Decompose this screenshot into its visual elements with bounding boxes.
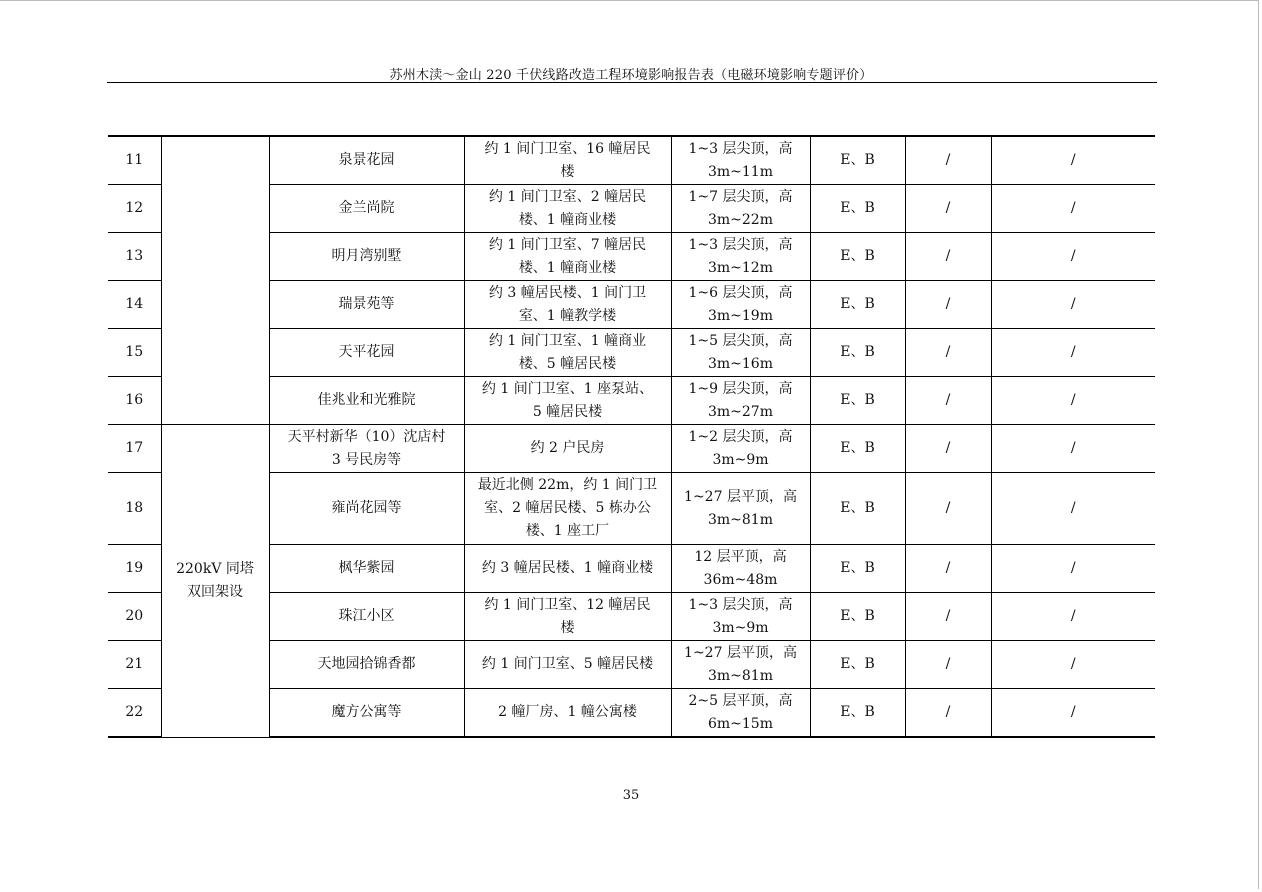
- col6-value: /: [905, 233, 991, 281]
- row-number: 19: [108, 545, 161, 593]
- floors-height: 1~3 层尖顶，高 3m~9m: [671, 593, 810, 641]
- col6-value: /: [905, 377, 991, 425]
- col7-value: /: [991, 136, 1155, 185]
- impact-factor: E、B: [810, 281, 905, 329]
- floors-height: 1~27 层平顶，高 3m~81m: [671, 473, 810, 545]
- building-description: 约 1 间门卫室、12 幢居民 楼: [464, 593, 671, 641]
- floors-height: 1~9 层尖顶，高 3m~27m: [671, 377, 810, 425]
- building-description: 约 1 间门卫室、2 幢居民 楼、1 幢商业楼: [464, 185, 671, 233]
- col6-value: /: [905, 593, 991, 641]
- building-description: 约 1 间门卫室、1 座泵站、 5 幢居民楼: [464, 377, 671, 425]
- target-name: 魔方公寓等: [269, 689, 464, 738]
- floors-height: 1~5 层尖顶，高 3m~16m: [671, 329, 810, 377]
- target-name: 雍尚花园等: [269, 473, 464, 545]
- building-description: 最近北侧 22m，约 1 间门卫 室、2 幢居民楼、5 栋办公 楼、1 座工厂: [464, 473, 671, 545]
- col6-value: /: [905, 185, 991, 233]
- building-description: 约 1 间门卫室、1 幢商业 楼、5 幢居民楼: [464, 329, 671, 377]
- col7-value: /: [991, 233, 1155, 281]
- impact-factor: E、B: [810, 545, 905, 593]
- col6-value: /: [905, 689, 991, 738]
- building-description: 约 1 间门卫室、5 幢居民楼: [464, 641, 671, 689]
- target-name: 天平花园: [269, 329, 464, 377]
- target-name: 佳兆业和光雅院: [269, 377, 464, 425]
- target-name: 天平村新华（10）沈店村 3 号民房等: [269, 425, 464, 473]
- impact-factor: E、B: [810, 185, 905, 233]
- building-description: 约 2 户民房: [464, 425, 671, 473]
- floors-height: 1~2 层尖顶，高 3m~9m: [671, 425, 810, 473]
- col6-value: /: [905, 136, 991, 185]
- col7-value: /: [991, 281, 1155, 329]
- floors-height: 1~6 层尖顶，高 3m~19m: [671, 281, 810, 329]
- target-name: 天地园拾锦香都: [269, 641, 464, 689]
- floors-height: 1~3 层尖顶，高 3m~11m: [671, 136, 810, 185]
- floors-height: 1~7 层尖顶，高 3m~22m: [671, 185, 810, 233]
- row-number: 17: [108, 425, 161, 473]
- building-description: 2 幢厂房、1 幢公寓楼: [464, 689, 671, 738]
- row-number: 15: [108, 329, 161, 377]
- col7-value: /: [991, 425, 1155, 473]
- impact-factor: E、B: [810, 641, 905, 689]
- row-number: 21: [108, 641, 161, 689]
- impact-factor: E、B: [810, 593, 905, 641]
- impact-factor: E、B: [810, 473, 905, 545]
- building-description: 约 3 幢居民楼、1 幢商业楼: [464, 545, 671, 593]
- impact-factor: E、B: [810, 377, 905, 425]
- header-rule: [107, 82, 1157, 83]
- col7-value: /: [991, 545, 1155, 593]
- target-name: 泉景花园: [269, 136, 464, 185]
- col7-value: /: [991, 641, 1155, 689]
- row-number: 12: [108, 185, 161, 233]
- col6-value: /: [905, 329, 991, 377]
- building-description: 约 3 幢居民楼、1 间门卫 室、1 幢教学楼: [464, 281, 671, 329]
- col7-value: /: [991, 329, 1155, 377]
- floors-height: 1~3 层尖顶，高 3m~12m: [671, 233, 810, 281]
- col6-value: /: [905, 473, 991, 545]
- col6-value: /: [905, 641, 991, 689]
- col7-value: /: [991, 473, 1155, 545]
- row-number: 22: [108, 689, 161, 738]
- col7-value: /: [991, 185, 1155, 233]
- col6-value: /: [905, 545, 991, 593]
- target-name: 枫华紫园: [269, 545, 464, 593]
- col6-value: /: [905, 281, 991, 329]
- floors-height: 1~27 层平顶，高 3m~81m: [671, 641, 810, 689]
- sensitive-targets-table: [108, 135, 1155, 738]
- table-row: [108, 136, 1155, 185]
- target-name: 金兰尚院: [269, 185, 464, 233]
- col7-value: /: [991, 377, 1155, 425]
- target-name: 明月湾别墅: [269, 233, 464, 281]
- building-description: 约 1 间门卫室、7 幢居民 楼、1 幢商业楼: [464, 233, 671, 281]
- row-number: 20: [108, 593, 161, 641]
- impact-factor: E、B: [810, 689, 905, 738]
- impact-factor: E、B: [810, 233, 905, 281]
- col7-value: /: [991, 689, 1155, 738]
- page-number: 35: [622, 788, 640, 803]
- floors-height: 12 层平顶，高 36m~48m: [671, 545, 810, 593]
- impact-factor: E、B: [810, 425, 905, 473]
- col7-value: /: [991, 593, 1155, 641]
- erection-type-cell: [161, 136, 269, 425]
- erection-type-cell: 220kV 同塔 双回架设: [161, 425, 269, 738]
- floors-height: 2~5 层平顶，高 6m~15m: [671, 689, 810, 738]
- target-name: 珠江小区: [269, 593, 464, 641]
- building-description: 约 1 间门卫室、16 幢居民 楼: [464, 136, 671, 185]
- row-number: 13: [108, 233, 161, 281]
- row-number: 18: [108, 473, 161, 545]
- col6-value: /: [905, 425, 991, 473]
- impact-factor: E、B: [810, 329, 905, 377]
- row-number: 11: [108, 136, 161, 185]
- row-number: 16: [108, 377, 161, 425]
- row-number: 14: [108, 281, 161, 329]
- target-name: 瑞景苑等: [269, 281, 464, 329]
- table-row: [108, 425, 1155, 473]
- page-header-title: 苏州木渎～金山 220 千伏线路改造工程环境影响报告表（电磁环境影响专题评价）: [389, 68, 873, 83]
- impact-factor: E、B: [810, 136, 905, 185]
